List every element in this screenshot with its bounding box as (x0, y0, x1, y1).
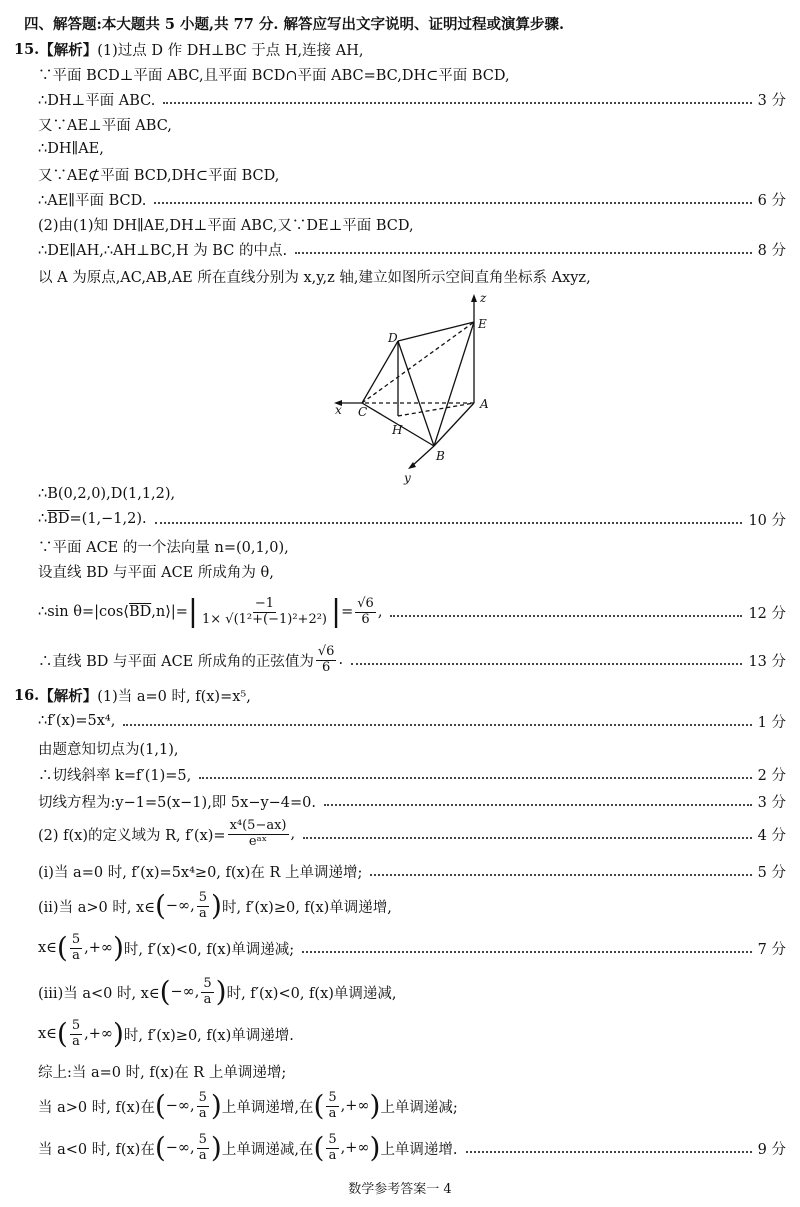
page-footer: 数学参考答案一 4 (348, 1181, 452, 1197)
interval-part: ,+∞ (84, 1026, 113, 1042)
dotted-leader (303, 837, 752, 839)
q16-text: (ⅲ)当 a<0 时, x∈ (38, 985, 160, 1002)
dotted-leader (302, 951, 752, 953)
paren-open: ( (154, 1131, 166, 1164)
fraction-numerator: −1 (254, 596, 275, 612)
label-b: B (436, 449, 445, 463)
score-mark: 3 分 (757, 794, 786, 811)
paren-open: ( (56, 1017, 68, 1050)
paren-open: ( (159, 975, 171, 1008)
score-mark: 12 分 (748, 605, 786, 622)
score-mark: 1 分 (757, 714, 786, 731)
q15-text: ∴DE∥AH,∴AH⊥BC,H 为 BC 的中点. (38, 242, 288, 259)
q15-line-12 (0, 504, 800, 534)
z-arrow (471, 294, 477, 302)
q16-text: (2) f(x)的定义域为 R, f′(x)= (38, 827, 226, 844)
q15-text: (1)过点 D 作 DH⊥BC 于点 H,连接 AH, (97, 42, 364, 59)
q15-text: 以 A 为原点,AC,AB,AE 所在直线分别为 x,y,z 轴,建立如图所示空间直角坐标系 Axyz, (38, 269, 591, 286)
dotted-leader (370, 874, 751, 876)
fraction-numerator: 5 (198, 1090, 207, 1106)
dotted-leader (390, 615, 742, 617)
fraction-numerator: 5 (71, 1018, 81, 1034)
q15-number: 15. (14, 40, 40, 58)
fraction-denominator: a (328, 1105, 337, 1121)
score-mark: 8 分 (757, 242, 786, 259)
q16-text: 当 a>0 时, f(x)在 (38, 1099, 155, 1116)
paren-close: ) (369, 1089, 381, 1122)
q16-text: 当 a<0 时, f(x)在 (38, 1141, 155, 1158)
vector-bd: $\overline{BD}$ (47, 511, 70, 527)
coordinate-figure (320, 288, 540, 488)
q16-number: 16. (14, 686, 40, 704)
dotted-leader (123, 724, 751, 726)
dotted-leader (324, 804, 752, 806)
paren-open: ( (56, 931, 68, 964)
q16-text: (ⅱ)当 a>0 时, x∈ (38, 899, 155, 916)
q15-text: ∴DH∥AE, (38, 141, 104, 157)
interval-part: −∞, (165, 898, 195, 914)
q16-text: 上单调递增. (380, 1141, 458, 1158)
q15-text: ∴AE∥平面 BCD. (38, 192, 147, 209)
fraction-denominator: a (328, 1147, 337, 1163)
fraction-numerator: 5 (71, 932, 81, 948)
fraction (197, 891, 209, 921)
q16-text: x∈ (38, 1026, 57, 1042)
fraction-denominator: a (203, 991, 212, 1007)
fraction-denominator: eᵃˣ (248, 833, 268, 849)
paren-open: ( (154, 889, 166, 922)
q15-text: (2)由(1)知 DH∥AE,DH⊥平面 ABC,又∵DE⊥平面 BCD, (38, 217, 414, 234)
interval-part: ,+∞ (84, 940, 113, 956)
q15-text: ∴DH⊥平面 ABC. (38, 92, 156, 109)
dotted-leader (155, 522, 743, 524)
q15-text: ∴sin θ=|cos⟨ (38, 604, 129, 620)
fraction-numerator: 5 (328, 1132, 337, 1148)
fraction (197, 1091, 209, 1121)
q15-text: = (341, 604, 354, 620)
q16-line-13 (0, 1086, 800, 1126)
q15-text: ∵平面 BCD⊥平面 ABC,且平面 BCD∩平面 ABC=BC,DH⊂平面 BCD, (38, 67, 510, 84)
q16-text: ∴f′(x)=5x⁴, (38, 713, 116, 729)
q16-line-5 (0, 786, 800, 816)
q16-text: 时, f′(x)<0, f(x)单调递减, (226, 985, 397, 1002)
q15-line-15 (0, 592, 800, 632)
paren-close: ) (112, 1017, 124, 1050)
edge-ha-dashed (398, 403, 474, 416)
q16-text: 切线方程为:y−1=5(x−1),即 5x−y−4=0. (38, 794, 317, 811)
fraction-numerator: 5 (198, 1132, 207, 1148)
q16-line-4 (0, 759, 800, 789)
fraction-denominator: a (198, 1105, 207, 1121)
fraction-numerator: 5 (328, 1090, 337, 1106)
q16-text: 由题意知切点为(1,1), (38, 741, 179, 758)
fraction-numerator: √6 (317, 644, 335, 660)
fraction-numerator: 5 (198, 890, 208, 906)
label-h: H (392, 423, 403, 437)
q15-line-10 (0, 261, 800, 291)
q15-text: ∴直线 BD 与平面 ACE 所成角的正弦值为 (38, 653, 314, 670)
dotted-leader (163, 102, 751, 104)
fraction (201, 977, 213, 1007)
q16-line-14 (0, 1128, 800, 1168)
q16-line-11 (0, 1014, 800, 1054)
label-x: x (335, 403, 342, 417)
interval-part: −∞, (170, 984, 200, 1000)
paren-open: ( (313, 1089, 325, 1122)
interval-part: ,+∞ (340, 1098, 370, 1114)
edge-cd (362, 341, 398, 403)
q15-line-9 (0, 234, 800, 264)
score-mark: 9 分 (757, 1141, 786, 1158)
q16-text: 时, f′(x)≥0, f(x)单调递增. (123, 1027, 294, 1044)
edge-db (398, 341, 434, 446)
interval-part: −∞, (165, 1140, 195, 1156)
interval-part: −∞, (165, 1098, 195, 1114)
dotted-leader (154, 202, 751, 204)
fraction (200, 597, 329, 627)
fraction (326, 1091, 338, 1121)
q15-tag: 【解析】 (39, 41, 98, 59)
footer-line (0, 1172, 800, 1202)
q15-line-14 (0, 556, 800, 586)
fraction-denominator: a (199, 905, 207, 921)
fraction-denominator: 6 (322, 659, 331, 675)
q16-text: x∈ (38, 940, 57, 956)
label-y: y (404, 471, 411, 485)
dotted-leader (295, 252, 752, 254)
score-mark: 13 分 (748, 653, 786, 670)
paren-open: ( (313, 1131, 325, 1164)
q16-line-2 (0, 706, 800, 736)
fraction-denominator: a (198, 1147, 207, 1163)
abs-bar-right: | (331, 594, 342, 629)
label-z: z (480, 291, 487, 305)
paren-close: ) (369, 1131, 381, 1164)
q16-text: ∴切线斜率 k=f′(1)=5, (38, 767, 192, 784)
score-mark: 2 分 (757, 767, 786, 784)
q16-text: 上单调递减; (380, 1099, 458, 1116)
q15-text: 又∵AE⊄平面 BCD,DH⊂平面 BCD, (38, 167, 280, 184)
score-mark: 7 分 (757, 941, 786, 958)
paren-close: ) (210, 1131, 222, 1164)
fraction (70, 933, 82, 963)
paren-close: ) (215, 975, 227, 1008)
fraction-denominator: 1× √(1²+(−1)²+2²) (202, 611, 327, 627)
fraction (70, 1019, 82, 1049)
q16-line-12 (0, 1056, 800, 1086)
q16-text: , (290, 826, 296, 842)
score-mark: 6 分 (757, 192, 786, 209)
vector-bd: $\overline{BD}$ (128, 604, 152, 620)
q16-text: (1)当 a=0 时, f(x)=x⁵, (97, 688, 251, 705)
q15-text: =(1,−1,2). (69, 511, 147, 527)
q16-line-10 (0, 972, 800, 1012)
q16-text: 综上:当 a=0 时, f(x)在 R 上单调递增; (38, 1064, 287, 1081)
fraction (316, 645, 337, 675)
interval-part: ,+∞ (340, 1140, 370, 1156)
score-mark: 5 分 (757, 864, 786, 881)
q15-text: ∴B(0,2,0),D(1,1,2), (38, 486, 176, 502)
fraction-numerator: x⁴(5−ax) (229, 818, 287, 834)
fraction-denominator: a (72, 1033, 80, 1049)
q16-line-9 (0, 928, 800, 968)
dotted-leader (199, 777, 751, 779)
label-a: A (480, 397, 489, 411)
fraction-numerator: 5 (203, 976, 212, 992)
y-axis-line (412, 446, 434, 466)
score-mark: 3 分 (757, 92, 786, 109)
abs-bar-left: | (187, 594, 198, 629)
paren-open: ( (154, 1089, 166, 1122)
paren-close: ) (210, 1089, 222, 1122)
q15-text: ,n⟩|= (151, 604, 188, 620)
fraction-numerator: √6 (357, 596, 374, 612)
q16-text: 上单调递增,在 (221, 1099, 314, 1116)
q16-text: 上单调递减,在 (221, 1141, 314, 1158)
q15-text: , (377, 604, 383, 620)
fraction (197, 1133, 209, 1163)
label-c: C (358, 405, 368, 419)
q15-text: 设直线 BD 与平面 ACE 所成角为 θ, (38, 564, 274, 581)
q16-text: 时, f′(x)≥0, f(x)单调递增, (221, 899, 392, 916)
label-d: D (388, 331, 398, 345)
edge-eb (434, 322, 474, 446)
q15-text: 又∵AE⊥平面 ABC, (38, 117, 172, 134)
fraction-denominator: a (72, 947, 80, 963)
dotted-leader (351, 663, 742, 665)
dotted-leader (466, 1151, 752, 1153)
q15-text: ∴ (38, 511, 48, 527)
fraction-denominator: 6 (361, 611, 370, 627)
q15-text: ∵平面 ACE 的一个法向量 n=(0,1,0), (38, 539, 289, 556)
q15-text: . (338, 652, 344, 668)
q16-line-6 (0, 814, 800, 854)
score-mark: 4 分 (757, 827, 786, 844)
section-header: 四、解答题:本大题共 5 小题,共 77 分. 解答应写出文字说明、证明过程或演算步骤. (24, 15, 565, 33)
edge-de (398, 322, 474, 341)
paren-close: ) (112, 931, 124, 964)
paren-close: ) (211, 889, 222, 922)
q16-text: (ⅰ)当 a=0 时, f′(x)=5x⁴≥0, f(x)在 R 上单调递增; (38, 864, 363, 881)
q16-line-7 (0, 856, 800, 886)
q16-text: 时, f′(x)<0, f(x)单调递减; (123, 941, 295, 958)
label-e: E (478, 317, 487, 331)
score-mark: 10 分 (748, 512, 786, 529)
fraction (355, 597, 376, 627)
fraction (228, 819, 289, 849)
fraction (326, 1133, 338, 1163)
q16-line-8 (0, 886, 800, 926)
q16-tag: 【解析】 (39, 687, 98, 705)
edge-ce-dashed (362, 322, 474, 403)
q15-line-16 (0, 642, 800, 678)
